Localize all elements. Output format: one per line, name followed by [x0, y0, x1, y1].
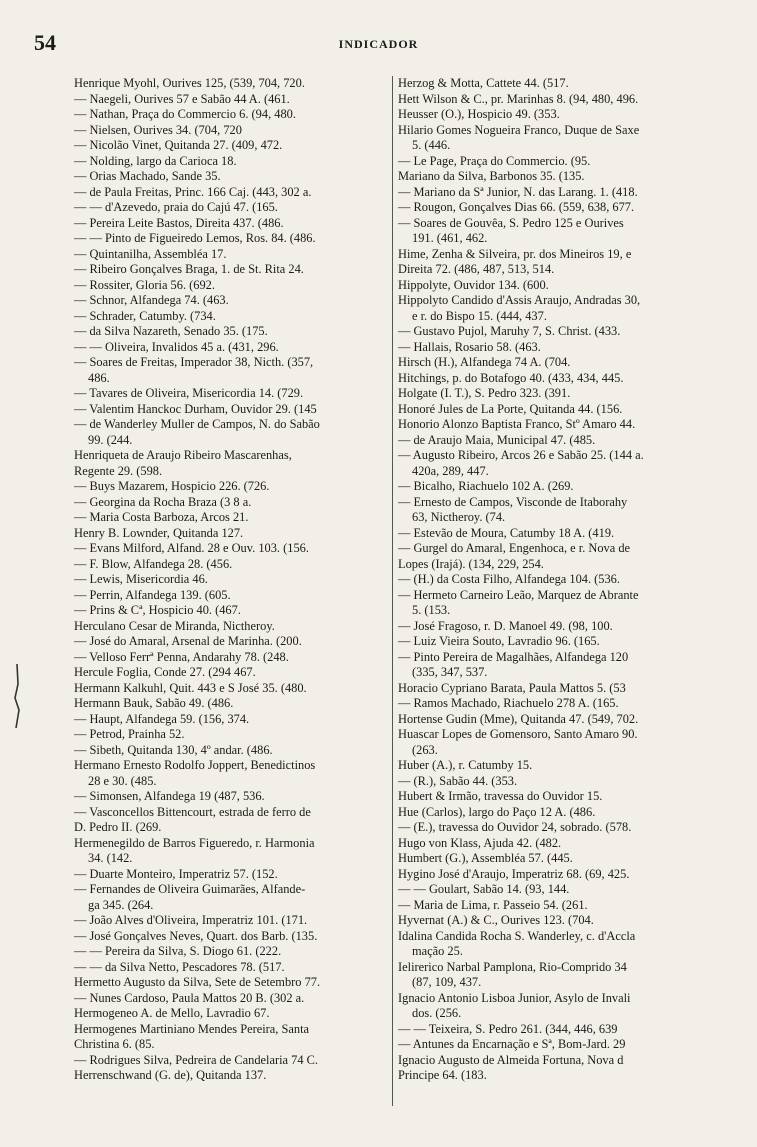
entry-line: — Antunes da Encarnação e Sª, Bom-Jard. 29 [398, 1037, 626, 1051]
page-number: 54 [34, 30, 56, 55]
entry-line: Hermenegildo de Barros Figueredo, r. Harmonia [74, 835, 315, 850]
entry-line: — F. Blow, Alfandega 28. (456. [74, 556, 233, 571]
entry-line: — Maria Costa Barboza, Arcos 21. [74, 510, 249, 524]
entry-line: Honorio Alonzo Baptista Franco, Stº Amaro 44. [398, 417, 636, 431]
entry-line: — Bicalho, Riachuelo 102 A. (269. [398, 479, 574, 493]
entry-line: D. Pedro II. (269. [74, 820, 162, 834]
entry-line: — João Alves d'Oliveira, Imperatriz 101. (171. [74, 913, 308, 927]
entry-line: — — d'Azevedo, praia do Cajú 47. (165. [74, 200, 278, 214]
entry-line: mação 25. [412, 944, 463, 958]
entry-line: Holgate (I. T.), S. Pedro 323. (391. [398, 386, 571, 400]
entry-line: Hugo von Klass, Ajuda 42. (482. [398, 835, 562, 850]
entry-line: 420a, 289, 447. [412, 463, 489, 478]
left-column [74, 76, 404, 1084]
entry-line: Ielirerico Narbal Pamplona, Rio-Comprido 34 [398, 959, 627, 974]
entry-line: Hermogeneo A. de Mello, Lavradio 67. [74, 1006, 270, 1020]
entry-line: Hippolyte, Ouvidor 134. (600. [398, 277, 549, 292]
entry-line: — — Pinto de Figueiredo Lemos, Ros. 84. (486. [74, 231, 316, 245]
entry-line: — José Gonçalves Neves, Quart. dos Barb. (135. [74, 928, 318, 943]
entry-line: — Luiz Vieira Souto, Lavradio 96. (165. [398, 634, 600, 648]
entry-line: — Nathan, Praça do Commercio 6. (94, 480. [74, 107, 296, 121]
entry-line: — Naegeli, Ourives 57 e Sabão 44 A. (461. [74, 91, 290, 106]
entry-line: — Fernandes de Oliveira Guimarães, Alfande- [74, 882, 306, 896]
right-column [398, 76, 738, 1084]
entry-line: 34. (142. [88, 851, 133, 865]
entry-line: — Augusto Ribeiro, Arcos 26 e Sabão 25. (144 a. [398, 448, 644, 462]
entry-line: — Duarte Monteiro, Imperatriz 57. (152. [74, 866, 278, 881]
entry-line: Heusser (O.), Hospicio 49. (353. [398, 107, 560, 121]
entry-line: — Rodrigues Silva, Pedreira de Candelaria 74 C. [74, 1052, 318, 1067]
entry-line: — — Goulart, Sabão 14. (93, 144. [398, 882, 570, 896]
entry-line: — de Paula Freitas, Princ. 166 Caj. (443, 302 a. [74, 184, 312, 199]
entry-line: — Velloso Ferrª Penna, Andarahy 78. (248. [74, 649, 289, 664]
entry-line: — Gustavo Pujol, Maruhy 7, S. Christ. (433. [398, 324, 621, 338]
entry-line: — Soares de Freitas, Imperador 38, Nicth. (357, [74, 355, 314, 369]
entry-line: Hubert & Irmão, travessa do Ouvidor 15. [398, 789, 603, 803]
entry-line: e r. do Bispo 15. (444, 437. [412, 308, 547, 323]
entry-line: 191. (461, 462. [412, 231, 488, 245]
entry-line: Horacio Cypriano Barata, Paula Mattos 5. (53 [398, 680, 626, 695]
entry-line: — Estevão de Moura, Catumby 18 A. (419. [398, 525, 615, 540]
entry-line: — Schnor, Alfandega 74. (463. [74, 293, 229, 307]
entry-line: — Mariano da Sª Junior, N. das Larang. 1. (418. [398, 184, 638, 199]
entry-line: — Maria de Lima, r. Passeio 54. (261. [398, 897, 588, 912]
entry-line: — Petrod, Prainha 52. [74, 727, 185, 741]
entry-line: Lopes (Irajá). (134, 229, 254. [398, 556, 544, 571]
entry-line: — Sibeth, Quitanda 130, 4º andar. (486. [74, 742, 273, 757]
entry-line: (87, 109, 437. [412, 975, 482, 989]
entry-line: Hilario Gomes Nogueira Franco, Duque de Saxe [398, 122, 640, 137]
entry-line: — Haupt, Alfandega 59. (156, 374. [74, 711, 250, 726]
entry-line: — Pereira Leite Bastos, Direita 437. (486. [74, 215, 284, 230]
entry-line: — Rougon, Gonçalves Dias 66. (559, 638, 677. [398, 200, 635, 214]
entry-line: — Lewis, Misericordia 46. [74, 572, 208, 586]
entry-line: Henriqueta de Araujo Ribeiro Mascarenhas, [74, 448, 292, 462]
entry-line: — Orias Machado, Sande 35. [74, 169, 221, 183]
entry-line: Idalina Candida Rocha S. Wanderley, c. d'Accla [398, 928, 636, 943]
entry-line: Hett Wilson & C., pr. Marinhas 8. (94, 480, 496. [398, 91, 639, 106]
entry-line: ga 345. (264. [88, 897, 154, 912]
entry-line: Direita 72. (486, 487, 513, 514. [398, 262, 555, 276]
entry-line: — Quintanilha, Assembléa 17. [74, 246, 227, 261]
entry-line: — Valentim Hanckoc Durham, Ouvidor 29. (145 [74, 401, 317, 416]
page-header [0, 30, 757, 54]
entry-line: Christina 6. (85. [74, 1037, 155, 1051]
entry-line: — Le Page, Praça do Commercio. (95. [398, 153, 591, 168]
entry-line: — Ernesto de Campos, Visconde de Itaborahy [398, 494, 628, 509]
entry-line: Ignacio Antonio Lisboa Junior, Asylo de Invali [398, 990, 631, 1005]
entry-line: dos. (256. [412, 1006, 462, 1020]
entry-line: — Nielsen, Ourives 34. (704, 720 [74, 122, 242, 137]
entry-line: Hitchings, p. do Botafogo 40. (433, 434, 445. [398, 370, 624, 385]
entry-line: Hime, Zenha & Silveira, pr. dos Mineiros 19, e [398, 246, 632, 261]
entry-line: — (H.) da Costa Filho, Alfandega 104. (536. [398, 572, 620, 586]
entry-line: — Nicolão Vinet, Quitanda 27. (409, 472. [74, 138, 283, 152]
entry-line: Hirsch (H.), Alfandega 74 A. (704. [398, 355, 571, 369]
entry-line: — Georgina da Rocha Braza (3 8 a. [74, 494, 252, 509]
entry-line: — Pinto Pereira de Magalhães, Alfandega 120 [398, 649, 629, 664]
entry-line: 5. (153. [412, 603, 451, 617]
entry-line: Hippolyto Candido d'Assis Araujo, Andradas 30, [398, 293, 641, 307]
entry-line: 486. [88, 370, 110, 385]
entry-line: Huber (A.), r. Catumby 15. [398, 758, 533, 772]
entry-line: — (E.), travessa do Ouvidor 24, sobrado. (578. [398, 820, 632, 834]
entry-line: — Ribeiro Gonçalves Braga, 1. de St. Rita 24. [74, 262, 304, 276]
entry-line: Hermetto Augusto da Silva, Sete de Setembro 77. [74, 975, 321, 989]
entry-line: 28 e 30. (485. [88, 773, 157, 788]
entry-line: — Gurgel do Amaral, Engenhoca, e r. Nova de [398, 541, 631, 555]
entry-line: Hortense Gudin (Mme), Quitanda 47. (549, 702. [398, 711, 639, 726]
entry-line: 99. (244. [88, 432, 133, 447]
entry-line: Hermann Kalkuhl, Quit. 443 e S José 35. (480. [74, 680, 307, 695]
entry-line: — Soares de Gouvêa, S. Pedro 125 e Ourives [398, 215, 624, 230]
entry-line: — Tavares de Oliveira, Misericordia 14. (729. [74, 386, 304, 400]
entry-line: — — Pereira da Silva, S. Diogo 61. (222. [74, 944, 282, 958]
entry-line: Hyvernat (A.) & C., Ourives 123. (704. [398, 913, 594, 927]
entry-line: 5. (446. [412, 138, 451, 152]
entry-line: — Hermeto Carneiro Leão, Marquez de Abrante [398, 587, 639, 602]
entry-line: — Prins & Cª, Hospicio 40. (467. [74, 603, 241, 617]
entry-line: — Vasconcellos Bittencourt, estrada de ferro de [74, 804, 311, 819]
entry-line: Herzog & Motta, Cattete 44. (517. [398, 76, 569, 90]
entry-line: (263. [412, 742, 438, 757]
entry-line: Herculano Cesar de Miranda, Nictheroy. [74, 618, 275, 633]
entry-line: — — Teixeira, S. Pedro 261. (344, 446, 639 [398, 1021, 618, 1036]
entry-line: — de Wanderley Muller de Campos, N. do Sabão [74, 417, 320, 431]
entry-line: Mariano da Silva, Barbonos 35. (135. [398, 169, 585, 183]
entry-line: Hygino José d'Araujo, Imperatriz 68. (69, 425. [398, 866, 630, 881]
entry-line: — Nunes Cardoso, Paula Mattos 20 B. (302 a. [74, 990, 305, 1005]
entry-line: — Ramos Machado, Riachuelo 278 A. (165. [398, 696, 619, 710]
entry-line: Honoré Jules de La Porte, Quitanda 44. (156. [398, 401, 623, 416]
entry-line: — Perrin, Alfandega 139. (605. [74, 587, 231, 602]
entry-line: — Schrader, Catumby. (734. [74, 308, 216, 323]
entry-line: Hermogenes Martiniano Mendes Pereira, Santa [74, 1021, 310, 1036]
column-divider [392, 76, 393, 1106]
entry-line: Hue (Carlos), largo do Paço 12 A. (486. [398, 804, 596, 819]
entry-line: — de Araujo Maia, Municipal 47. (485. [398, 432, 596, 447]
entry-line: — Simonsen, Alfandega 19 (487, 536. [74, 789, 265, 803]
entry-line: — Nolding, largo da Carioca 18. [74, 153, 237, 168]
entry-line: Henry B. Lownder, Quitanda 127. [74, 525, 244, 540]
entry-line: Humbert (G.), Assembléa 57. (445. [398, 851, 573, 865]
margin-ink-mark [12, 664, 22, 728]
entry-line: — Evans Milford, Alfand. 28 e Ouv. 103. (156. [74, 541, 309, 555]
entry-line: 63, Nictheroy. (74. [412, 510, 506, 524]
entry-line: Herrenschwand (G. de), Quitanda 137. [74, 1068, 267, 1082]
page-title: INDICADOR [338, 37, 419, 51]
entry-line: — José Fragoso, r. D. Manoel 49. (98, 100. [398, 618, 613, 633]
entry-line: — (R.), Sabão 44. (353. [398, 773, 518, 788]
entry-line: Henrique Myohl, Ourives 125, (539, 704, 720. [74, 76, 305, 90]
entry-line: Principe 64. (183. [398, 1068, 487, 1082]
entry-line: Huascar Lopes de Gomensoro, Santo Amaro 90. [398, 727, 638, 741]
entry-line: — José do Amaral, Arsenal de Marinha. (200. [74, 634, 302, 648]
entry-line: Hermano Ernesto Rodolfo Joppert, Benedictinos [74, 758, 316, 772]
entry-line: Hercule Foglia, Conde 27. (294 467. [74, 665, 256, 679]
entry-line: Regente 29. (598. [74, 463, 163, 478]
entry-line: — — da Silva Netto, Pescadores 78. (517. [74, 959, 285, 974]
entry-line: — da Silva Nazareth, Senado 35. (175. [74, 324, 268, 338]
entry-line: Hermann Bauk, Sabão 49. (486. [74, 696, 234, 710]
entry-line: — — Oliveira, Invalidos 45 a. (431, 296. [74, 339, 279, 354]
entry-line: — Rossiter, Gloria 56. (692. [74, 277, 215, 292]
entry-line: — Hallais, Rosario 58. (463. [398, 339, 541, 354]
entry-line: — Buys Mazarem, Hospicio 226. (726. [74, 479, 270, 493]
entry-line: Ignacio Augusto de Almeida Fortuna, Nova d [398, 1052, 624, 1067]
entry-line: (335, 347, 537. [412, 665, 488, 679]
